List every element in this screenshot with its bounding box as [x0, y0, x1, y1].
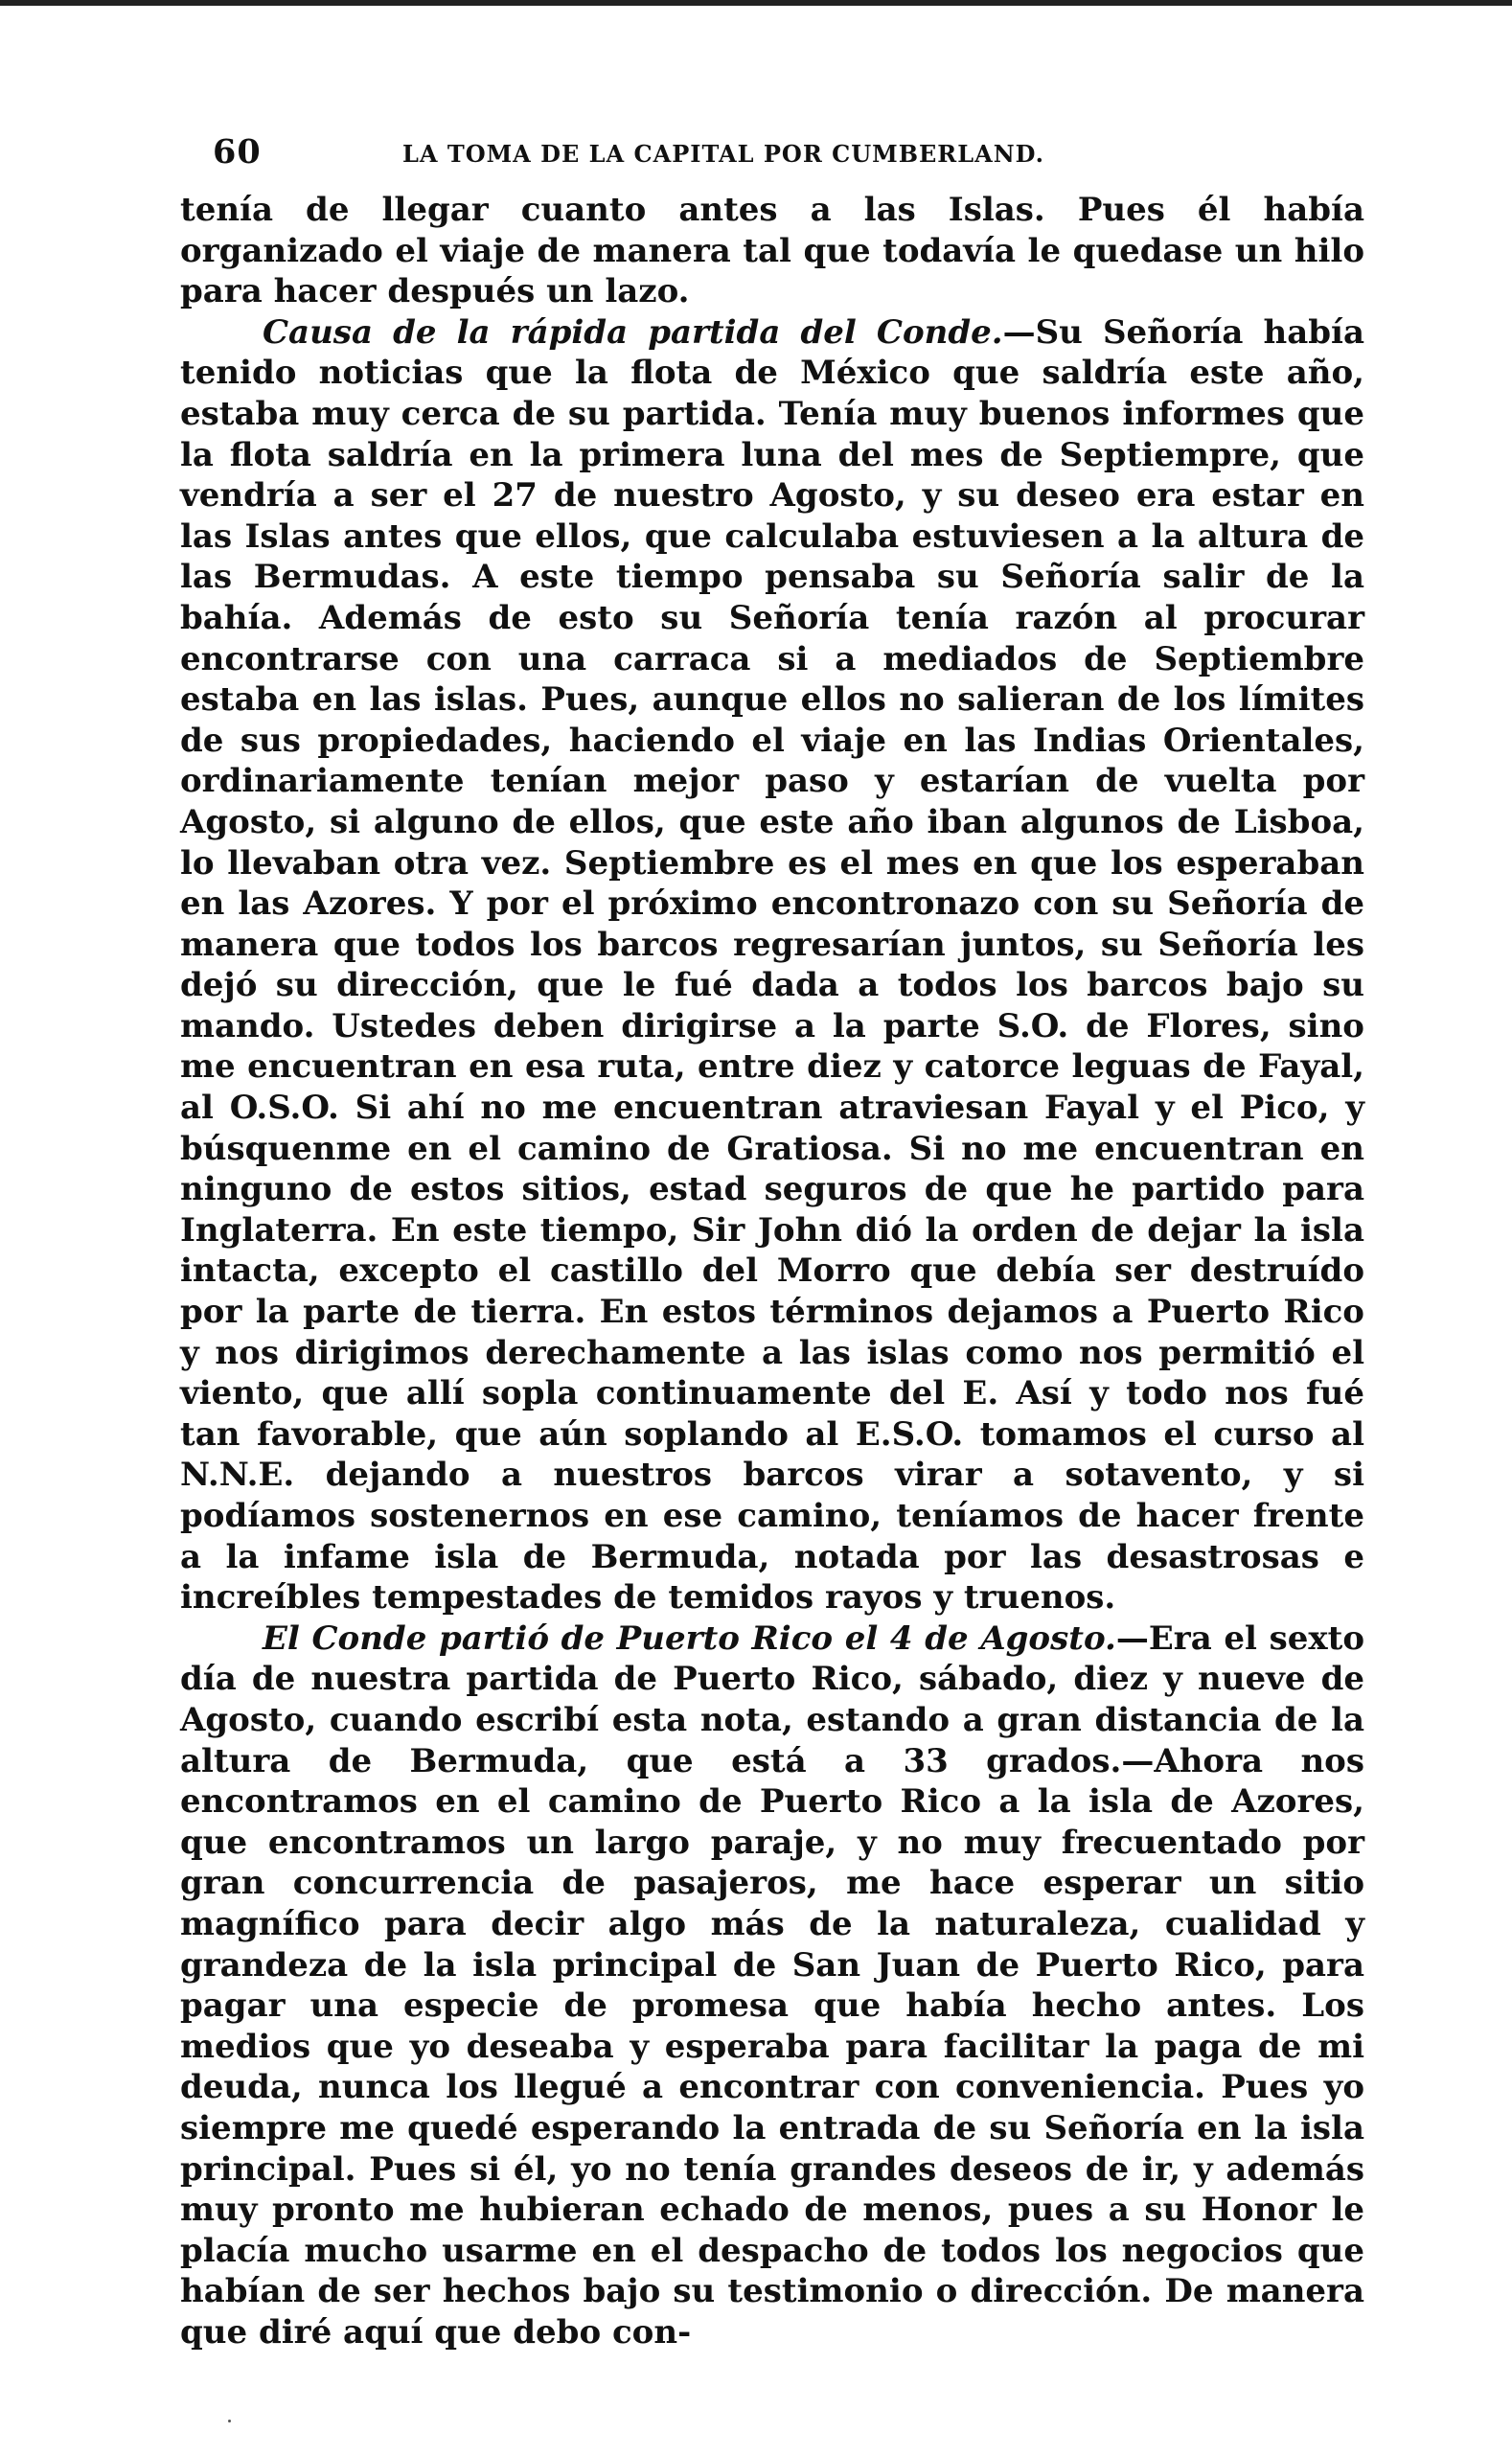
- paragraph-heading: El Conde partió de Puerto Rico el 4 de Agosto.: [263, 1618, 1116, 1658]
- paragraph-causa: [180, 312, 1364, 1618]
- paragraph-heading: Causa de la rápida partida del Conde.: [263, 312, 1003, 352]
- running-header: [180, 132, 1364, 176]
- paragraph-text: tenía de llegar cuanto antes a las Islas. Pues él había organizado el viaje de manera tal que todavía le quedase un hilo para hacer después un lazo.: [180, 191, 1364, 311]
- paragraph-text: —Su Señoría había tenido noticias que la flota de México que saldría este año, estaba muy cerca de su partida. Tenía muy buenos informes que la flota saldría en la primera luna del mes de Septiempre, que vendría a ser el 27 de nuestro Agosto, y su deseo era estar en las Islas antes que ellos, que calculaba estuviesen a la altura de las Bermudas. A este tiempo pensaba su Señoría salir de la bahía. Además de esto su Señoría tenía razón al procurar encontrarse con una carraca si a mediados de Septiembre estaba en las islas. Pues, aunque ellos no salieran de los límites de sus propiedades, haciendo el viaje en las Indias Orientales, ordinariamente tenían mejor paso y estarían de vuelta por Agosto, si alguno de ellos, que este año iban algunos de Lisboa, lo llevaban otra vez. Septiembre es el mes en que los esperaban en las Azores. Y por el próximo encontronazo con su Señoría de manera que todos los barcos regresarían juntos, su Señoría les dejó su dirección, que le fué dada a todos los barcos bajo su mando. Ustedes deben dirigirse a la parte S.O. de Flores, sino me encuentran en esa ruta, entre diez y catorce leguas de Fayal, al O.S.O. Si ahí no me encuentran atraviesan Fayal y el Pico, y búsquenme en el camino de Gratiosa. Si no me encuentran en ninguno de estos sitios, estad seguros de que he partido para Inglaterra. En este tiempo, Sir John dió la orden de dejar la isla intacta, excepto el castillo del Morro que debía ser destruído por la parte de tierra. En estos términos dejamos a Puerto Rico y nos dirigimos derechamente a las islas como nos permitió el viento, que allí sopla continuamente del E. Así y todo nos fué tan favorable, que aún soplando al E.S.O. tomamos el curso al N.N.E. dejando a nuestros barcos virar a sotavento, y si podíamos sostenernos en ese camino, teníamos de hacer frente a la infame isla de Bermuda, notada por las desastrosas e increíbles tempestades de temidos rayos y truenos.: [180, 312, 1364, 1618]
- book-page: [180, 132, 1364, 2353]
- top-edge-rule: [0, 0, 1512, 6]
- page-number: 60: [213, 132, 262, 172]
- paragraph-text: —Era el sexto día de nuestra partida de Puerto Rico, sábado, diez y nueve de Agosto, cuando escribí esta nota, estando a gran distancia de la altura de Bermuda, que está a 33 grados.—Ahora nos encontramos en el camino de Puerto Rico a la isla de Azores, que encontramos un largo paraje, y no muy frecuentado por gran concurrencia de pasajeros, me hace esperar un sitio magnífico para decir algo más de la naturaleza, cualidad y grandeza de la isla principal de San Juan de Puerto Rico, para pagar una especie de promesa que había hecho antes. Los medios que yo deseaba y esperaba para facilitar la paga de mi deuda, nunca los llegué a encontrar con conveniencia. Pues yo siempre me quedé esperando la entrada de su Señoría en la isla principal. Pues si él, yo no tenía grandes deseos de ir, y además muy pronto me hubieran echado de menos, pues a su Honor le placía mucho usarme en el despacho de todos los negocios que habían de ser hechos bajo su testimonio o dirección. De manera que diré aquí que debo con-: [180, 1618, 1364, 2352]
- running-title: LA TOMA DE LA CAPITAL POR CUMBERLAND.: [402, 140, 1044, 168]
- margin-speck: [228, 2420, 231, 2422]
- body-text: [180, 190, 1364, 2353]
- paragraph-continuation: [180, 190, 1364, 312]
- paragraph-conde-partio: [180, 1618, 1364, 2353]
